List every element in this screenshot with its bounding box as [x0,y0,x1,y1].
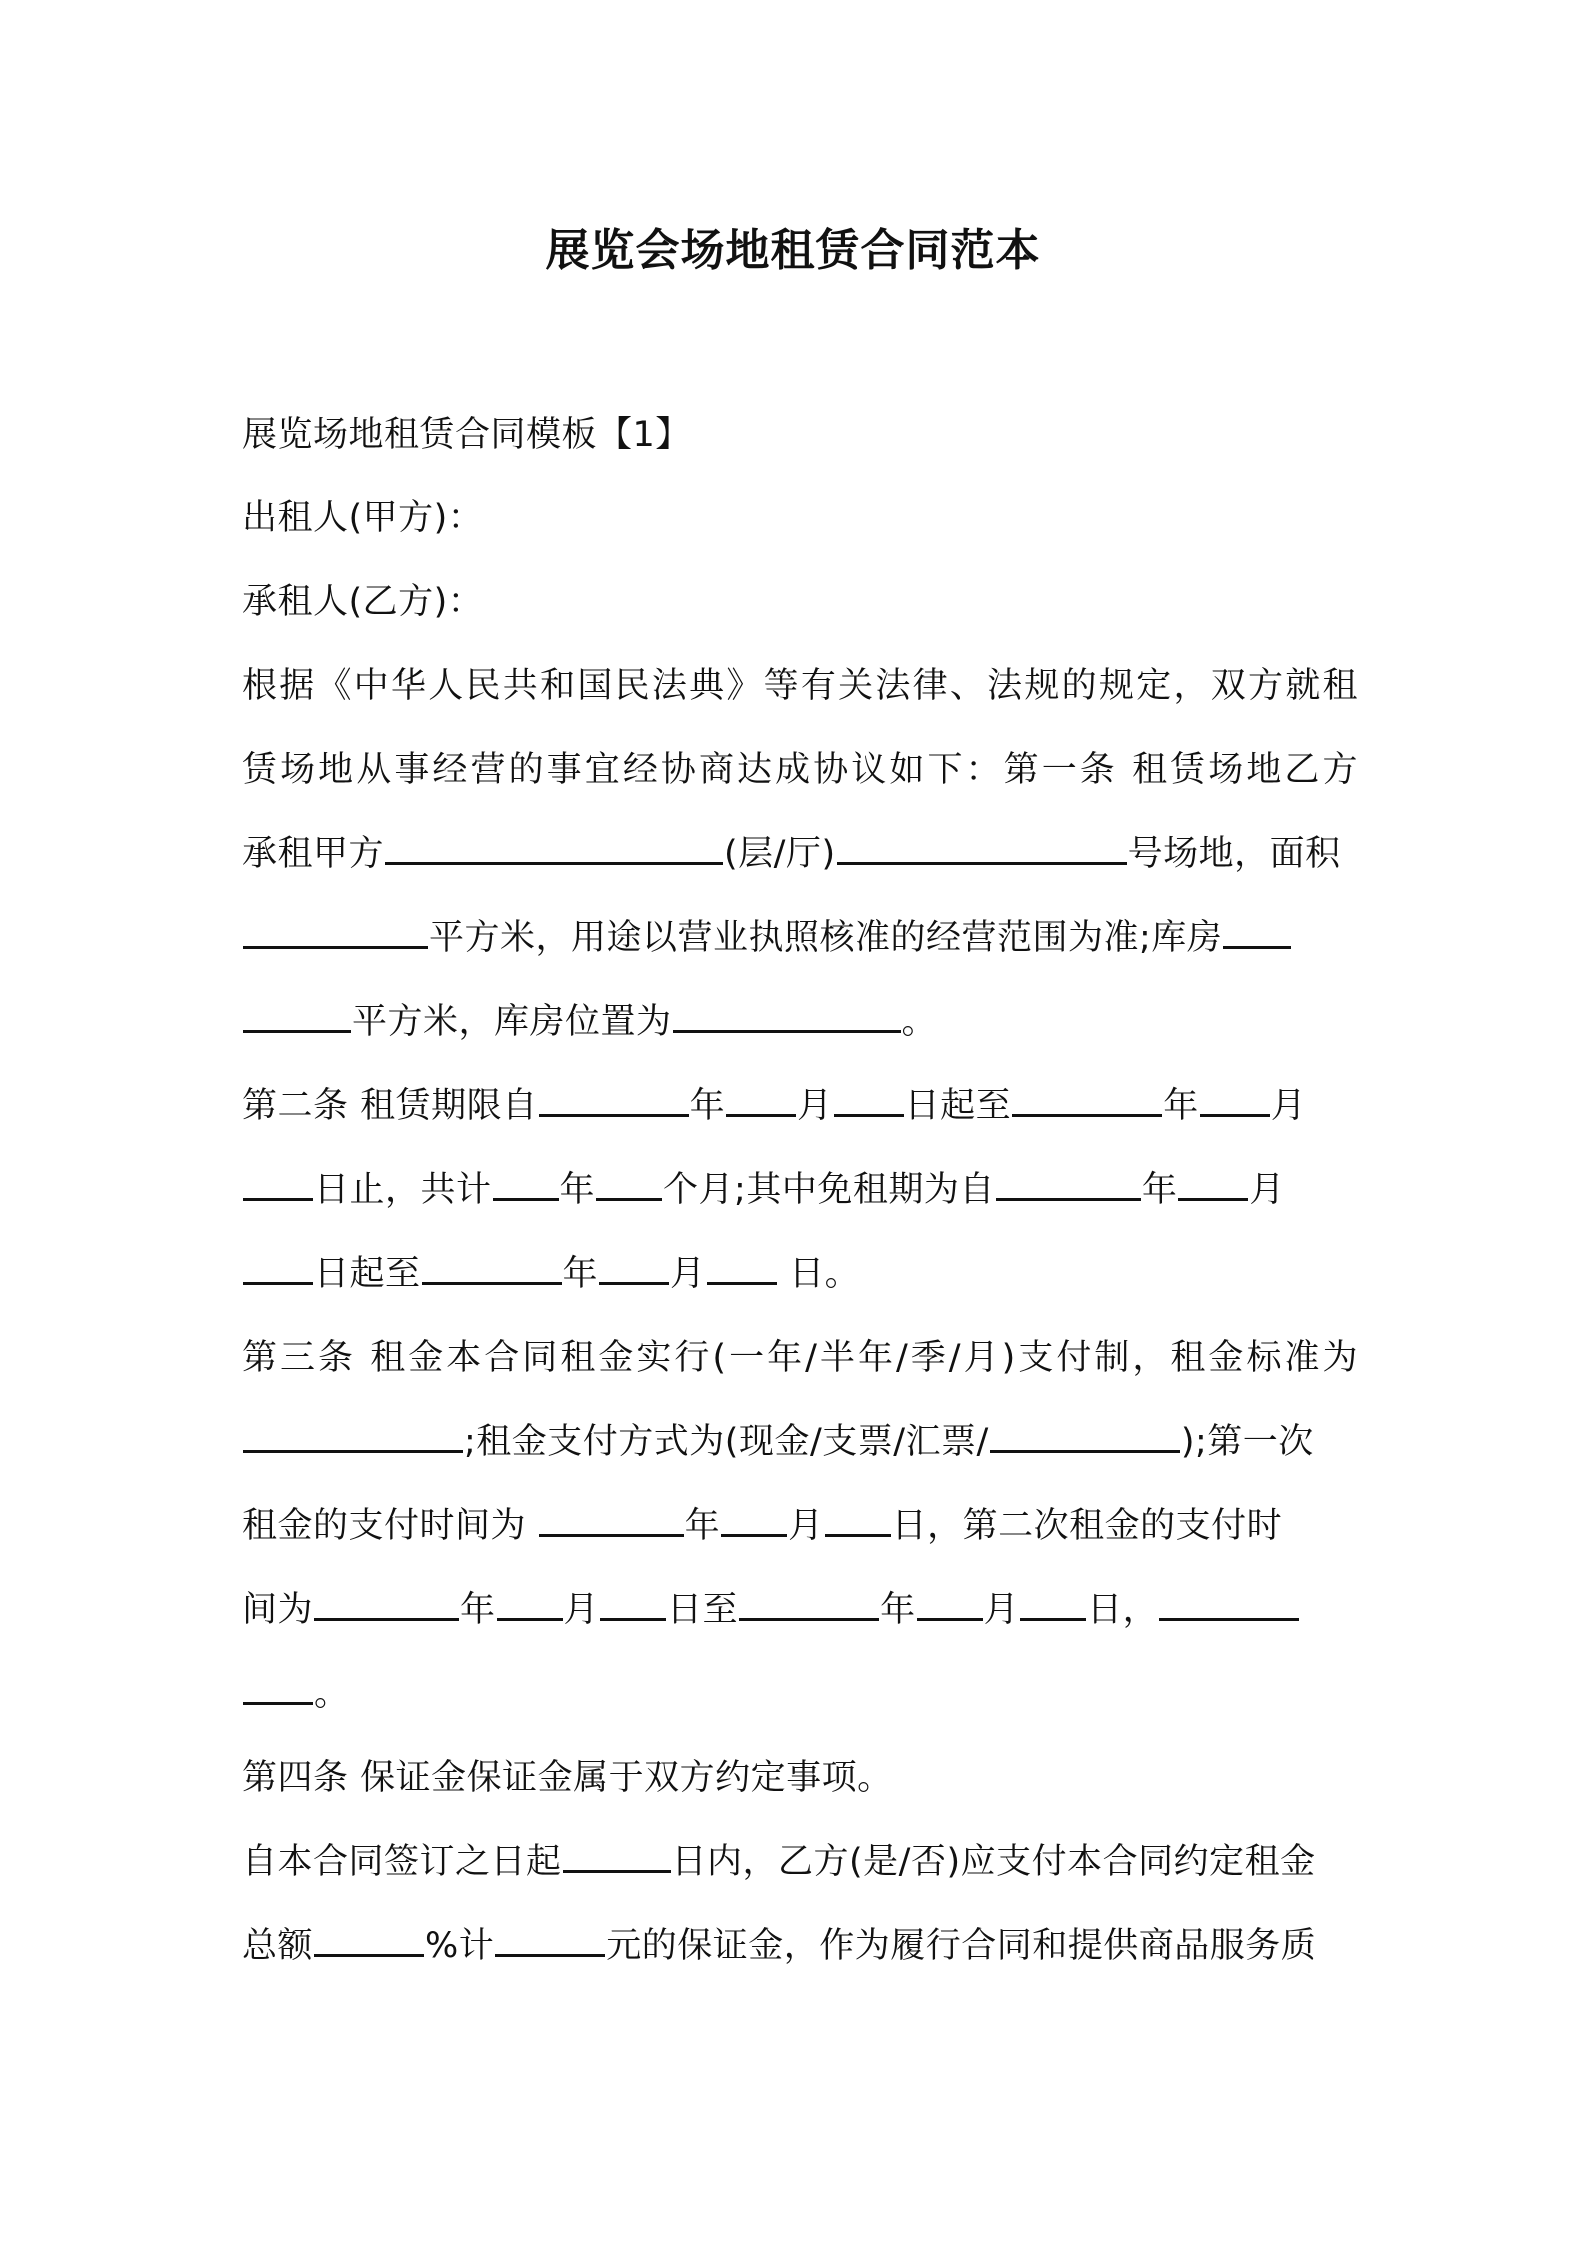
text-segment: 月 [670,1254,706,1294]
text-segment: 个月;其中免租期为自 [663,1170,995,1210]
fill-blank[interactable] [917,1580,983,1621]
article-2-line [242,1160,1358,1220]
fill-blank[interactable] [1200,1076,1270,1117]
article-3-line: 第三条 租金本合同租金实行(一年/半年/季/月)支付制，租金标准为 [242,1338,1358,1378]
fill-blank[interactable] [243,1664,313,1705]
article-3-line [242,1412,1358,1472]
article-3-line [242,1664,1358,1724]
paragraph-line: 赁场地从事经营的事宜经协商达成协议如下：第一条 租赁场地乙方 [242,750,1358,790]
text-segment: 平方米，库房位置为 [352,1002,672,1042]
fill-blank[interactable] [495,1916,605,1957]
text-segment: 年 [689,1086,726,1126]
text-segment: (层/厅) [724,834,836,874]
paragraph-line [242,908,1358,968]
text-segment: 月 [1249,1170,1285,1210]
article-4-line [242,1916,1358,1976]
text-segment: );第一次 [1180,1422,1314,1462]
fill-blank[interactable] [1012,1076,1162,1117]
fill-blank[interactable] [385,824,723,865]
fill-blank[interactable] [539,1496,684,1537]
fill-blank[interactable] [497,1580,563,1621]
text-segment: 年 [460,1590,496,1630]
text-segment: 日起至 [904,1086,1012,1126]
text-segment: 年 [559,1170,596,1210]
fill-blank[interactable] [1159,1580,1299,1621]
fill-blank[interactable] [243,908,428,949]
fill-blank[interactable] [726,1076,796,1117]
fill-blank[interactable] [600,1580,666,1621]
article-4-heading: 第四条 保证金保证金属于双方约定事项。 [242,1758,893,1798]
text-segment: 。 [314,1674,350,1714]
paragraph-line [242,992,1358,1052]
fill-blank[interactable] [599,1244,669,1285]
fill-blank[interactable] [1020,1580,1086,1621]
paragraph-line [242,824,1358,884]
text-segment: 月 [983,1590,1020,1630]
text-segment: 年 [684,1506,721,1546]
fill-blank[interactable] [314,1580,459,1621]
article-4-line [242,1832,1358,1892]
text-segment: %计 [425,1926,495,1966]
document-title: 展览会场地租赁合同范本 [545,225,1041,276]
fill-blank[interactable] [1178,1160,1248,1201]
text-segment: 年 [880,1590,916,1630]
fill-blank[interactable] [243,992,351,1033]
text-segment: 日，第二次租金的支付时 [891,1506,1283,1546]
text-segment: 第二条 租赁期限自 [242,1086,538,1126]
paragraph-line: 根据《中华人民共和国民法典》等有关法律、法规的规定，双方就租 [242,666,1358,706]
article-3-line [242,1580,1358,1640]
fill-blank[interactable] [596,1160,662,1201]
fill-blank[interactable] [243,1412,463,1453]
fill-blank[interactable] [825,1496,891,1537]
fill-blank[interactable] [243,1244,313,1285]
fill-blank[interactable] [990,1412,1180,1453]
text-segment: 租金的支付时间为 [242,1506,538,1546]
fill-blank[interactable] [707,1244,777,1285]
text-segment: 自本合同签订之日起 [242,1842,562,1882]
fill-blank[interactable] [721,1496,787,1537]
text-segment: 。 [901,1002,938,1042]
text-segment: 日。 [777,1254,861,1294]
fill-blank[interactable] [563,1832,671,1873]
fill-blank[interactable] [314,1916,424,1957]
text-segment: 承租甲方 [242,834,385,874]
fill-blank[interactable] [673,992,901,1033]
article-3-line [242,1496,1358,1556]
text-segment: 月 [1270,1086,1307,1126]
fill-blank[interactable] [422,1244,562,1285]
text-segment: ;租金支付方式为(现金/支票/汇票/ [464,1422,989,1462]
text-segment: 日， [1087,1590,1159,1630]
text-segment: 日至 [667,1590,739,1630]
text-segment: 总额 [242,1926,314,1966]
text-segment: 元的保证金，作为履行合同和提供商品服务质 [606,1926,1317,1966]
text-segment: 年 [1141,1170,1178,1210]
text-segment: 月 [797,1086,833,1126]
text-segment: 平方米，用途以营业执照核准的经营范围为准;库房 [429,918,1223,958]
text-segment: 间为 [242,1590,314,1630]
fill-blank[interactable] [996,1160,1141,1201]
fill-blank[interactable] [834,1076,904,1117]
section-heading: 展览场地租赁合同模板【1】 [242,415,691,455]
text-segment: 日止，共计 [314,1170,492,1210]
fill-blank[interactable] [243,1160,313,1201]
article-2-line [242,1076,1358,1136]
text-segment: 月 [563,1590,600,1630]
text-segment: 年 [562,1254,599,1294]
lessor-label: 出租人(甲方)： [242,498,484,538]
fill-blank[interactable] [837,824,1127,865]
fill-blank[interactable] [493,1160,559,1201]
text-segment: 日内，乙方(是/否)应支付本合同约定租金 [671,1842,1316,1882]
fill-blank[interactable] [539,1076,689,1117]
lessee-label: 承租人(乙方)： [242,582,484,622]
text-segment: 号场地，面积 [1127,834,1341,874]
fill-blank[interactable] [739,1580,879,1621]
article-2-line [242,1244,1358,1304]
text-segment: 日起至 [314,1254,421,1294]
fill-blank[interactable] [1223,908,1291,949]
text-segment: 月 [788,1506,824,1546]
text-segment: 年 [1163,1086,1199,1126]
